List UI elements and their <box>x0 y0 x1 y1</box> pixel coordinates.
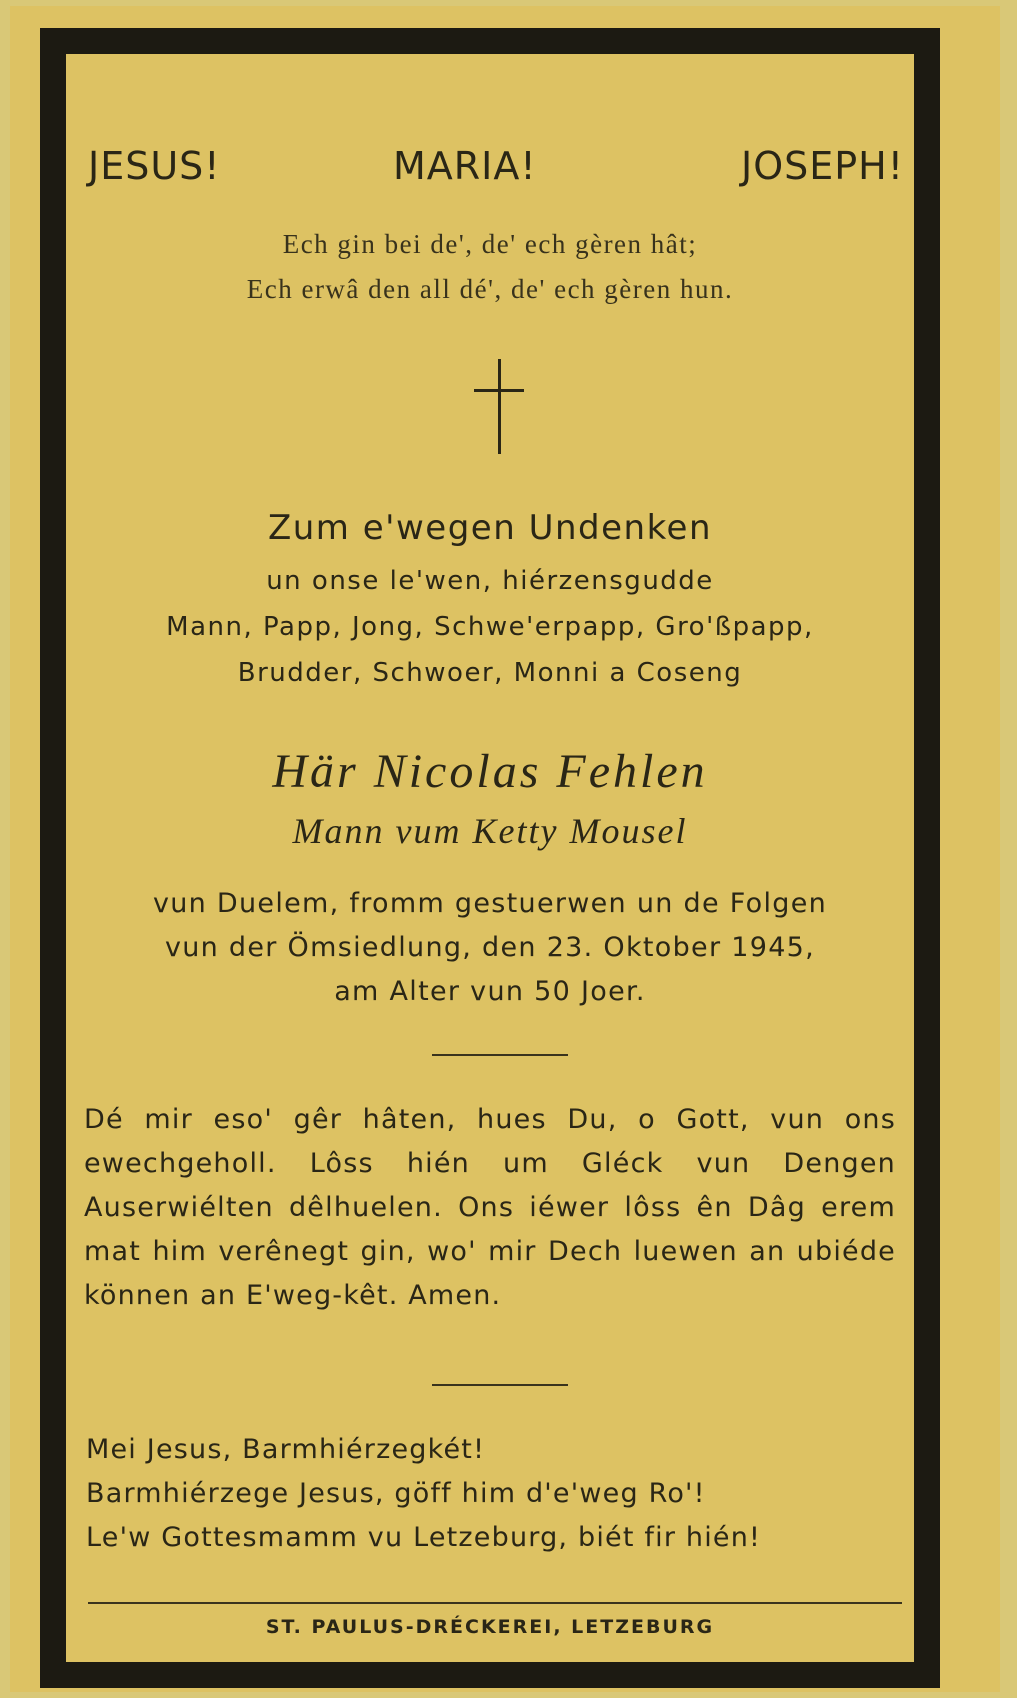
family-line: Brudder, Schwoer, Monni a Coseng <box>237 658 743 688</box>
header-name-maria: MARIA! <box>393 144 537 188</box>
header-name-joseph: JOSEPH! <box>741 144 904 188</box>
prayer-text: Dé mir eso' gêr hâten, hues Du, o Gott, vun ons ewechgeholl. Lôss hién um Gléck vun Dengen Auserwiélten dêlhuelen. Ons iéwer lôss ên Dâg erem mat him verênegt gin, wo' mir Dech luewen an ubiéde können an E'weg-kêt. Amen. <box>84 1104 896 1311</box>
printer-credit: ST. PAULUS-DRÉCKEREI, LETZEBURG <box>265 1616 715 1638</box>
divider <box>432 1054 568 1056</box>
invocation-line: Mei Jesus, Barmhiérzegkét! <box>86 1434 486 1465</box>
memorial-title: Zum e'wegen Undenken <box>267 508 713 548</box>
invocation-line: Barmhiérzege Jesus, göff him d'e'weg Ro'! <box>86 1478 706 1509</box>
holy-family-header <box>88 144 904 194</box>
motto-line: Ech gin bei de', de' ech gèren hât; <box>282 229 698 259</box>
header-name-jesus: JESUS! <box>88 144 221 188</box>
card-content <box>66 54 914 1660</box>
details-line: am Alter vun 50 Joer. <box>334 976 646 1007</box>
family-line: un onse le'wen, hiérzensgudde <box>266 566 714 596</box>
cross-icon <box>474 359 524 459</box>
deceased-name: Här Nicolas Fehlen <box>272 745 708 798</box>
details-line: vun Duelem, fromm gestuerwen un de Folgen <box>152 888 828 919</box>
divider <box>432 1384 568 1386</box>
footer-divider <box>88 1602 902 1604</box>
motto-line: Ech erwâ den all dé', de' ech gèren hun. <box>246 274 734 304</box>
deceased-spouse: Mann vum Ketty Mousel <box>292 811 688 851</box>
invocation-line: Le'w Gottesmamm vu Letzeburg, biét fir hién! <box>86 1522 762 1553</box>
details-line: vun der Ömsiedlung, den 23. Oktober 1945, <box>164 932 816 963</box>
family-line: Mann, Papp, Jong, Schwe'erpapp, Gro'ßpapp, <box>166 612 814 642</box>
